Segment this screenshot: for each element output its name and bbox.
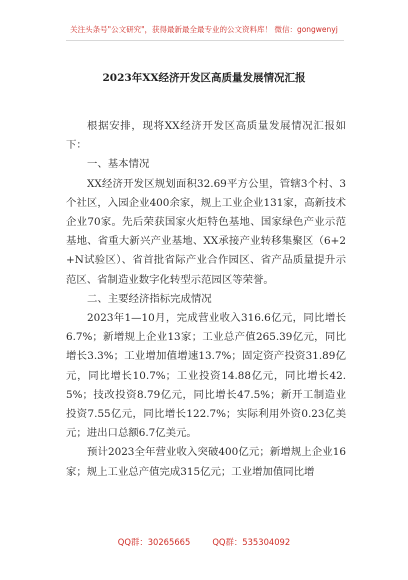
indicators-paragraph: 2023年1—10月，完成营业收入316.6亿元，同比增长6.7%；新增规上企业13家；工业总产值265.39亿元，同比增长3.3%；工业增加值增速13.7%；固定资产投资31.89亿元，同比增长10.7%；工业投资14.88亿元，同比增长42.5%；技改投资8.79亿元，同比增长47.5%；新开工制造业投资7.55亿元，同比增长122.7%；实际利用外资0.23亿美元；进出口总额6.7亿美元。 xyxy=(66,312,346,440)
document-title: 2023年XX经济开发区高质量发展情况汇报 xyxy=(102,72,306,84)
qq-group-right: QQ群：535304092 xyxy=(212,537,291,547)
document-body xyxy=(66,117,346,482)
footer-contacts xyxy=(0,536,408,548)
section-heading-economic-indicators: 二、主要经济指标完成情况 xyxy=(87,292,212,305)
section-heading-basic-info: 一、基本情况 xyxy=(87,158,150,171)
intro-paragraph: 根据安排，现将XX经济开发区高质量发展情况汇报如下： xyxy=(66,120,346,152)
basic-info-paragraph: XX经济开发区规划面积32.69平方公里，管辖3个村、3个社区，入园企业400余家，规上工业企业131家，高新技术企业70家。先后荣获国家火炬特色基地、国家绿色产业示范基地、省重大新兴产业基地、XX承接产业转移集聚区（6+2+N试验区）、省首批省际产业合作园区、省产品质量提升示范区、省制造业数字化转型示范园区等荣誉。 xyxy=(66,177,346,286)
forecast-paragraph: 预计2023全年营业收入突破400亿元；新增规上企业16家；规上工业总产值完成315亿元；工业增加值同比增 xyxy=(66,446,346,478)
header-divider xyxy=(66,40,344,41)
header-promo-banner: 关注头条号"公文研究"，获得最新最全最专业的公文资料库！ 微信：gongwenyj xyxy=(70,25,338,34)
qq-group-left: QQ群：30265665 xyxy=(117,537,191,547)
